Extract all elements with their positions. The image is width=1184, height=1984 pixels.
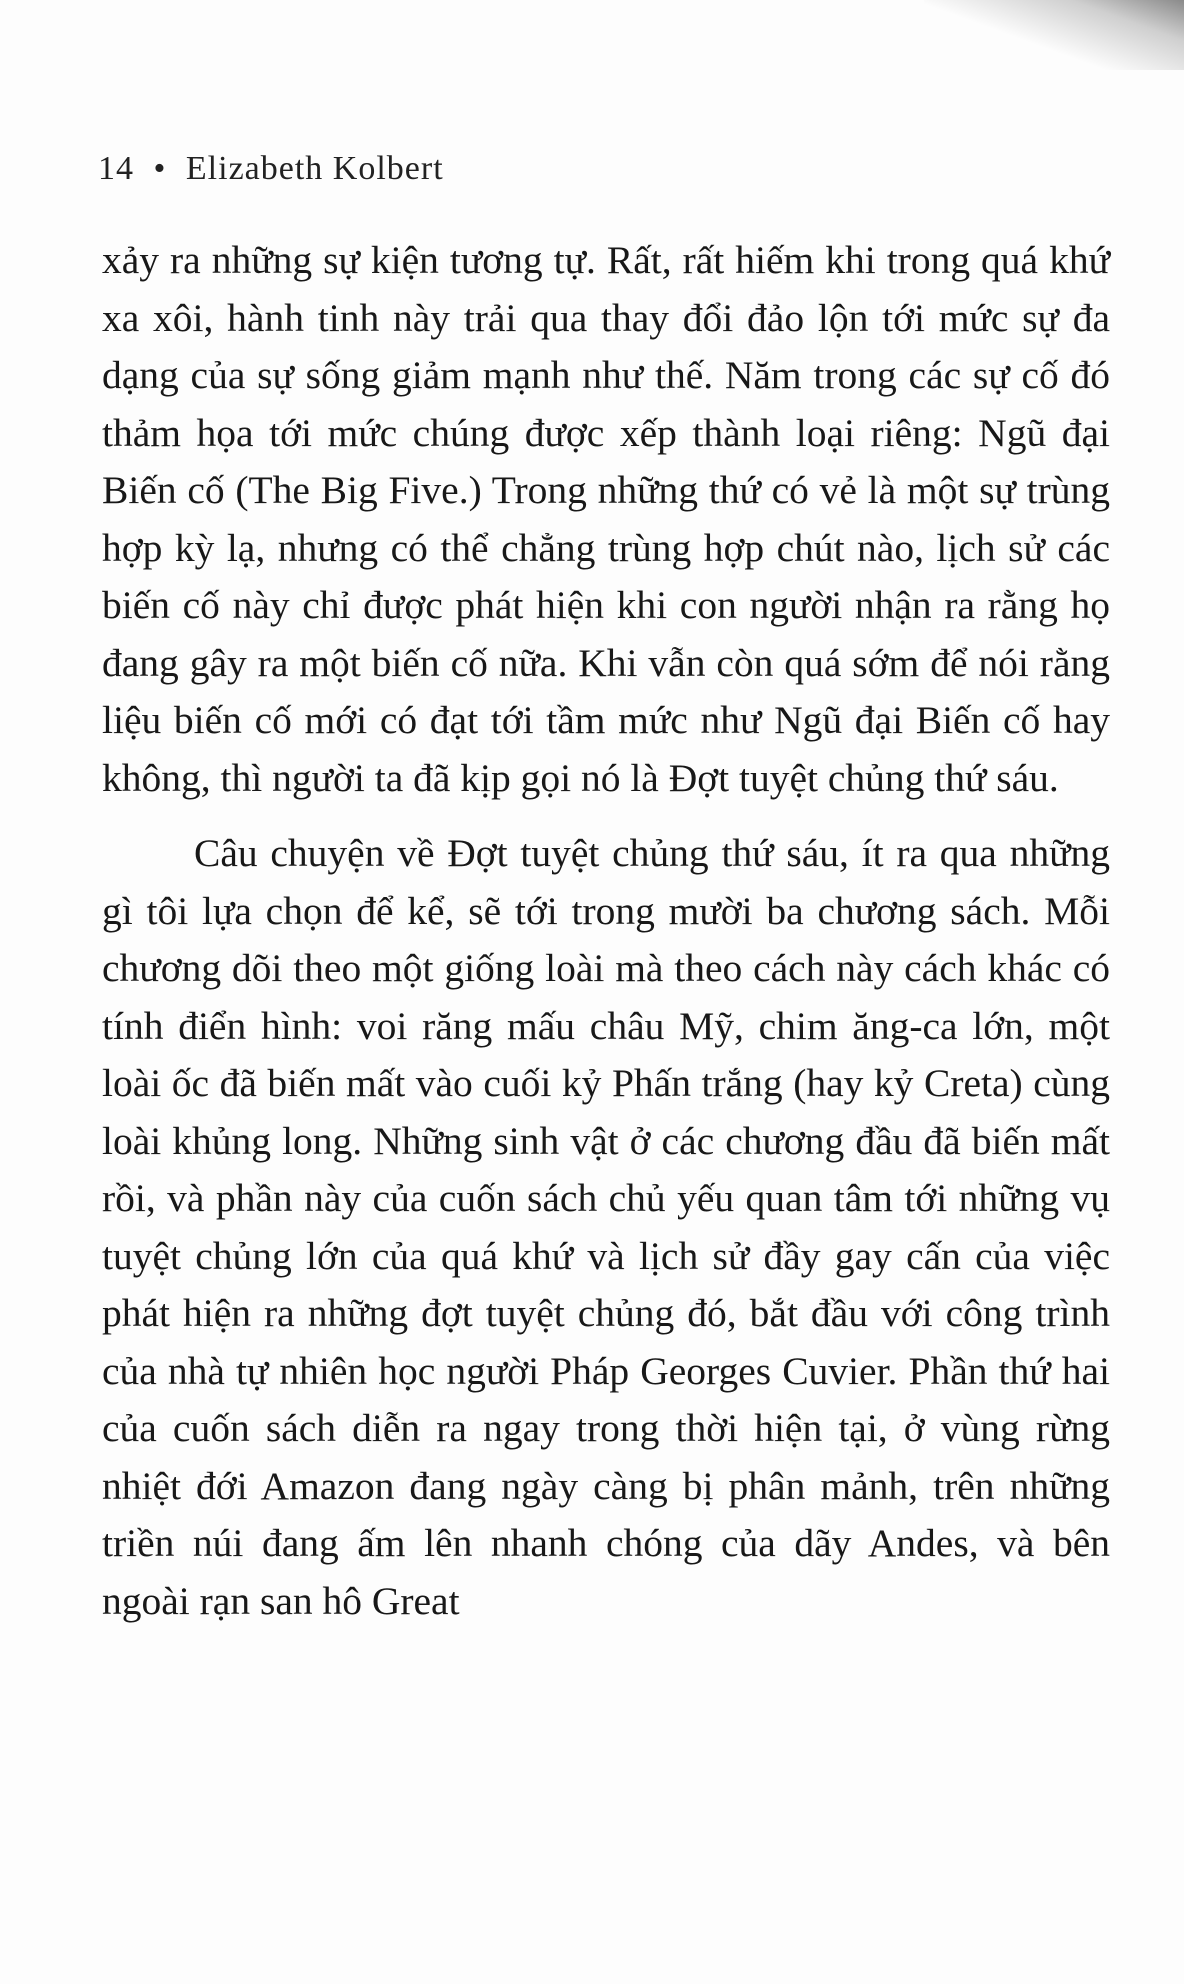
header-separator: • [153, 150, 167, 187]
running-header [98, 150, 444, 188]
body-text [102, 232, 1110, 1630]
page-number: 14 [98, 150, 134, 187]
paragraph-2: Câu chuyện về Đợt tuyệt chủng thứ sáu, ít ra qua những gì tôi lựa chọn để kể, sẽ tới trong mười ba chương sách. Mỗi chương dõi theo một giống loài mà theo cách này cách khác có tính điển hình: voi răng mấu châu Mỹ, chim ăng-ca lớn, một loài ốc đã biến mất vào cuối kỷ Phấn trắng (hay kỷ Creta) cùng loài khủng long. Những sinh vật ở các chương đầu đã biến mất rồi, và phần này của cuốn sách chủ yếu quan tâm tới những vụ tuyệt chủng lớn của quá khứ và lịch sử đầy gay cấn của việc phát hiện ra những đợt tuyệt chủng đó, bắt đầu với công trình của nhà tự nhiên học người Pháp Georges Cuvier. Phần thứ hai của cuốn sách diễn ra ngay trong thời hiện tại, ở vùng rừng nhiệt đới Amazon đang ngày càng bị phân mảnh, trên những triền núi đang ấm lên nhanh chóng của dãy Andes, và bên ngoài rạn san hô Great [102, 831, 1110, 1623]
author-name: Elizabeth Kolbert [185, 150, 444, 187]
page-corner-shadow [924, 0, 1184, 70]
paragraph-1: xảy ra những sự kiện tương tự. Rất, rất hiếm khi trong quá khứ xa xôi, hành tinh này trải qua thay đổi đảo lộn tới mức sự đa dạng của sự sống giảm mạnh như thế. Năm trong các sự cố đó thảm họa tới mức chúng được xếp thành loại riêng: Ngũ đại Biến cố (The Big Five.) Trong những thứ có vẻ là một sự trùng hợp kỳ lạ, nhưng có thể chẳng trùng hợp chút nào, lịch sử các biến cố này chỉ được phát hiện khi con người nhận ra rằng họ đang gây ra một biến cố nữa. Khi vẫn còn quá sớm để nói rằng liệu biến cố mới có đạt tới tầm mức như Ngũ đại Biến cố hay không, thì người ta đã kịp gọi nó là Đợt tuyệt chủng thứ sáu. [102, 238, 1110, 800]
